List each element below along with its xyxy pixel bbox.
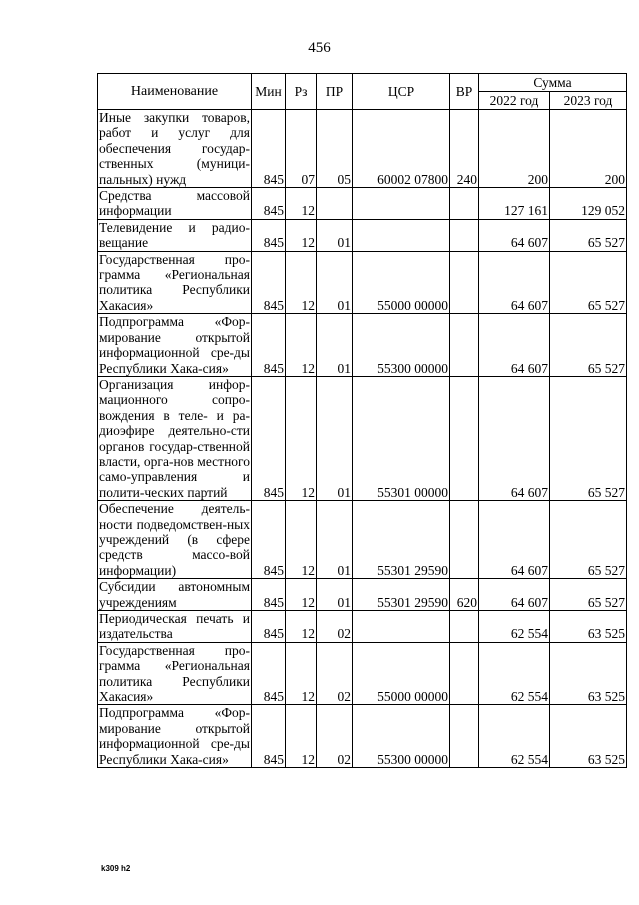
row-name: Средства массовой информации: [99, 188, 250, 219]
row-rz: 12: [286, 579, 317, 611]
row-vr: 240: [450, 110, 479, 188]
row-min: 845: [252, 611, 286, 643]
row-amount-2023: 65 527: [550, 314, 627, 377]
row-vr: 620: [450, 579, 479, 611]
row-rz: 12: [286, 705, 317, 768]
row-vr: [450, 251, 479, 314]
row-amount-2022: 64 607: [479, 251, 550, 314]
row-min: 845: [252, 251, 286, 314]
row-amount-2022: 64 607: [479, 376, 550, 500]
page-number: 456: [308, 40, 331, 56]
header-year-2022: 2022 год: [479, 92, 550, 110]
row-amount-2022: 64 607: [479, 501, 550, 579]
row-name: Организация инфор-мационного сопро-вождения в теле- и ра-диоэфире деятельно-сти органов государ-ственной власти, орга-нов местного само-управления и полити-ческих партий: [99, 376, 250, 500]
row-csr: [353, 219, 450, 251]
table-header: [98, 74, 627, 110]
row-min: 845: [252, 579, 286, 611]
row-amount-2022: 127 161: [479, 188, 550, 220]
row-vr: [450, 314, 479, 377]
row-amount-2023: 65 527: [550, 251, 627, 314]
table-row: [98, 705, 627, 768]
table-row: [98, 376, 627, 500]
table-body: [98, 110, 627, 768]
table-row: [98, 251, 627, 314]
row-amount-2023: 65 527: [550, 219, 627, 251]
row-pr: 02: [317, 642, 353, 705]
row-amount-2023: 65 527: [550, 579, 627, 611]
row-pr: 01: [317, 376, 353, 500]
row-pr: [317, 188, 353, 220]
row-csr: [353, 188, 450, 220]
row-min: 845: [252, 219, 286, 251]
row-min: 845: [252, 642, 286, 705]
row-amount-2023: 63 525: [550, 705, 627, 768]
row-csr: 55300 00000: [353, 705, 450, 768]
row-vr: [450, 611, 479, 643]
row-name: Периодическая печать и издательства: [99, 611, 250, 642]
table-row: [98, 314, 627, 377]
row-pr: 01: [317, 501, 353, 579]
row-pr: 01: [317, 251, 353, 314]
row-pr: 01: [317, 579, 353, 611]
row-csr: 55301 00000: [353, 376, 450, 500]
row-min: 845: [252, 376, 286, 500]
row-csr: 55301 29590: [353, 579, 450, 611]
row-amount-2023: 200: [550, 110, 627, 188]
table-row: [98, 110, 627, 188]
row-rz: 12: [286, 251, 317, 314]
table-row: [98, 642, 627, 705]
row-min: 845: [252, 501, 286, 579]
row-rz: 12: [286, 642, 317, 705]
budget-table: [97, 73, 627, 768]
row-vr: [450, 705, 479, 768]
row-amount-2022: 62 554: [479, 611, 550, 643]
row-amount-2022: 200: [479, 110, 550, 188]
row-name: Обеспечение деятель-ности подведомствен-ных учреждений (в сфере средств массо-вой информации): [99, 501, 250, 578]
row-name: Государственная про-грамма «Региональная политика Республики Хакасия»: [99, 251, 250, 313]
row-csr: 55301 29590: [353, 501, 450, 579]
row-rz: 12: [286, 219, 317, 251]
row-name: Иные закупки товаров, работ и услуг для обеспечения государ-ственных (муници-пальных) нужд: [99, 110, 250, 187]
row-amount-2023: 65 527: [550, 376, 627, 500]
row-amount-2022: 62 554: [479, 642, 550, 705]
row-csr: 55000 00000: [353, 642, 450, 705]
row-amount-2022: 64 607: [479, 314, 550, 377]
row-pr: 01: [317, 219, 353, 251]
header-name: Наименование: [98, 74, 252, 110]
row-vr: [450, 219, 479, 251]
row-amount-2023: 65 527: [550, 501, 627, 579]
row-vr: [450, 188, 479, 220]
row-rz: 07: [286, 110, 317, 188]
footer-code: k309 h2: [101, 864, 131, 873]
row-rz: 12: [286, 376, 317, 500]
header-sum: Сумма: [479, 74, 627, 92]
row-name: Государственная про-грамма «Региональная политика Республики Хакасия»: [99, 642, 250, 705]
row-vr: [450, 376, 479, 500]
row-rz: 12: [286, 501, 317, 579]
header-csr: ЦСР: [353, 74, 450, 110]
row-name: Субсидии автономным учреждениям: [99, 579, 250, 610]
table-row: [98, 579, 627, 611]
row-csr: 55300 00000: [353, 314, 450, 377]
row-pr: 02: [317, 705, 353, 768]
row-rz: 12: [286, 611, 317, 643]
header-year-2023: 2023 год: [550, 92, 627, 110]
row-pr: 02: [317, 611, 353, 643]
row-csr: 60002 07800: [353, 110, 450, 188]
row-csr: [353, 611, 450, 643]
table-row: [98, 188, 627, 220]
row-rz: 12: [286, 188, 317, 220]
row-min: 845: [252, 705, 286, 768]
row-amount-2023: 129 052: [550, 188, 627, 220]
row-amount-2023: 63 525: [550, 611, 627, 643]
table-row: [98, 611, 627, 643]
header-vr: ВР: [450, 74, 479, 110]
row-min: 845: [252, 314, 286, 377]
row-name: Подпрограмма «Фор-мирование открытой информационной сре-ды Республики Хака-сия»: [99, 314, 250, 376]
row-vr: [450, 501, 479, 579]
row-name: Телевидение и радио-вещание: [99, 219, 250, 251]
row-name: Подпрограмма «Фор-мирование открытой информационной сре-ды Республики Хака-сия»: [99, 705, 250, 767]
row-pr: 01: [317, 314, 353, 377]
row-min: 845: [252, 188, 286, 220]
row-pr: 05: [317, 110, 353, 188]
header-min: Мин: [252, 74, 286, 110]
header-rz: Рз: [286, 74, 317, 110]
row-csr: 55000 00000: [353, 251, 450, 314]
table-row: [98, 501, 627, 579]
row-amount-2022: 62 554: [479, 705, 550, 768]
row-min: 845: [252, 110, 286, 188]
row-rz: 12: [286, 314, 317, 377]
table-row: [98, 219, 627, 251]
row-amount-2022: 64 607: [479, 579, 550, 611]
row-amount-2023: 63 525: [550, 642, 627, 705]
row-vr: [450, 642, 479, 705]
row-amount-2022: 64 607: [479, 219, 550, 251]
header-pr: ПР: [317, 74, 353, 110]
